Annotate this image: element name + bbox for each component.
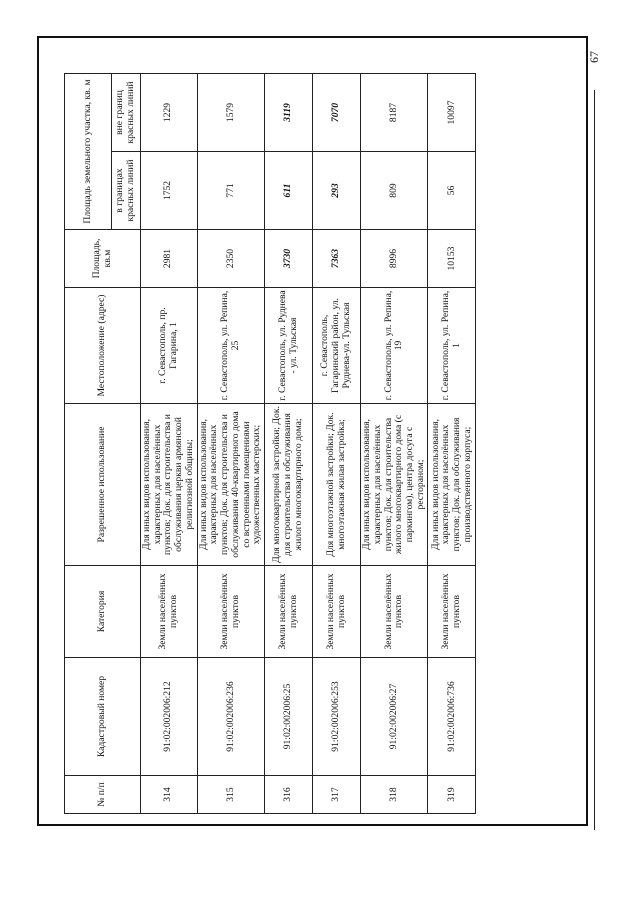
rotated-area: [64, 74, 576, 814]
cell-num: 316: [265, 776, 313, 814]
table-header-row: [65, 73, 112, 813]
cell-within: 56: [428, 152, 476, 230]
cell-outside: 10097: [428, 73, 476, 151]
header-outside: вне границ красных линий: [112, 73, 141, 151]
land-plots-table: [64, 73, 476, 814]
table-row: [141, 73, 198, 813]
cell-cadastral: 91:02:002006:212: [141, 658, 198, 776]
cell-num: 315: [197, 776, 264, 814]
cell-area: 8996: [361, 230, 428, 288]
cell-outside: 1579: [197, 73, 264, 151]
table-row: [313, 73, 361, 813]
cell-location: г. Севастополь, пр. Гагарина, 1: [141, 288, 198, 404]
cell-category: Земли населённых пунктов: [361, 566, 428, 658]
cell-category: Земли населённых пунктов: [265, 566, 313, 658]
cell-outside: 7070: [313, 73, 361, 151]
cell-category: Земли населённых пунктов: [141, 566, 198, 658]
cell-cadastral: 91:02:002006:236: [197, 658, 264, 776]
cell-outside: 3119: [265, 73, 313, 151]
cell-category: Земли населённых пунктов: [313, 566, 361, 658]
header-num: № п/п: [65, 776, 141, 814]
header-permitted-use: Разрешенное использование: [65, 404, 141, 566]
cell-location: г. Севастополь, ул. Репина, 1: [428, 288, 476, 404]
cell-permitted-use: Для иных видов использования, характерных для населённых пунктов; Док. для строительства жилого многоквартирного дома (с паркингом), центра досуга с рестораном;: [361, 404, 428, 566]
margin-rule: [594, 90, 595, 830]
cell-permitted-use: Для иных видов использования, характерных для населённых пунктов; Док. для строительства и обслуживания церкви армянской религиозной общины;: [141, 404, 198, 566]
cell-outside: 8187: [361, 73, 428, 151]
cell-within: 809: [361, 152, 428, 230]
cell-num: 319: [428, 776, 476, 814]
cell-area: 7363: [313, 230, 361, 288]
cell-within: 1752: [141, 152, 198, 230]
header-cadastral: Кадастровый номер: [65, 658, 141, 776]
cell-area: 3730: [265, 230, 313, 288]
cell-cadastral: 91:02:002006:27: [361, 658, 428, 776]
table-row: [265, 73, 313, 813]
cell-num: 317: [313, 776, 361, 814]
table-row: [428, 73, 476, 813]
header-category: Категория: [65, 566, 141, 658]
cell-within: 611: [265, 152, 313, 230]
cell-permitted-use: Для многоквартирной застройки; Док. для строительства и обслуживания жилого многоквартирного дома;: [265, 404, 313, 566]
cell-category: Земли населённых пунктов: [197, 566, 264, 658]
cell-location: г. Севастополь, Гагаринский район, ул. Руднева-ул. Тульская: [313, 288, 361, 404]
cell-location: г. Севастополь, ул. Руднева - ул. Тульская: [265, 288, 313, 404]
header-plot-area: Площадь земельного участка, кв. м: [65, 73, 112, 229]
cell-outside: 1229: [141, 73, 198, 151]
cell-location: г. Севастополь, ул. Репина, 19: [361, 288, 428, 404]
cell-permitted-use: Для многоэтажной застройки; Док. многоэтажная жилая застройка;: [313, 404, 361, 566]
header-area: Площадь, кв.м: [65, 230, 141, 288]
cell-permitted-use: Для иных видов использования, характерных для населённых пунктов; Док. для обслуживания производственного корпуса;: [428, 404, 476, 566]
cell-within: 771: [197, 152, 264, 230]
cell-within: 293: [313, 152, 361, 230]
table-wrapper: [64, 74, 576, 814]
cell-area: 10153: [428, 230, 476, 288]
cell-category: Земли населённых пунктов: [428, 566, 476, 658]
table-row: [197, 73, 264, 813]
table-row: [361, 73, 428, 813]
cell-area: 2981: [141, 230, 198, 288]
cell-num: 314: [141, 776, 198, 814]
header-location: Местоположение (адрес): [65, 288, 141, 404]
cell-cadastral: 91:02:002006:736: [428, 658, 476, 776]
cell-location: г. Севастополь, ул. Репина, 25: [197, 288, 264, 404]
header-within: в границах красных линий: [112, 152, 141, 230]
cell-num: 318: [361, 776, 428, 814]
cell-cadastral: 91:02:002006:253: [313, 658, 361, 776]
page-number: 67: [587, 51, 601, 63]
cell-area: 2350: [197, 230, 264, 288]
cell-cadastral: 91:02:002006:25: [265, 658, 313, 776]
cell-permitted-use: Для иных видов использования, характерных для населённых пунктов; Док. для строительства и обслуживания 40-квартирного дома со встроенными помещениями художественных мастерских;: [197, 404, 264, 566]
